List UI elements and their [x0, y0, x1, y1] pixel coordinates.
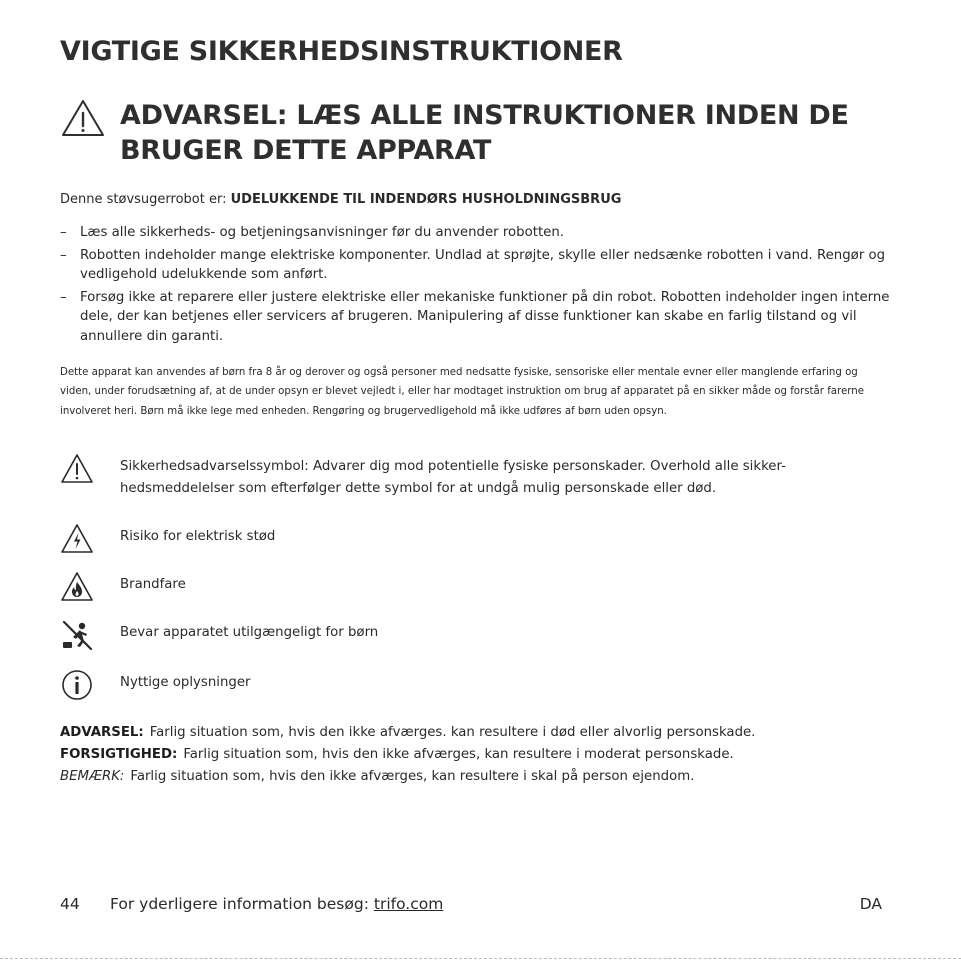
info-icon: [60, 668, 94, 702]
definition-note: [60, 766, 890, 788]
caution-label: FORSIGTIGHED:: [60, 747, 178, 762]
intro-emphasis: UDELUKKENDE TIL INDENDØRS HUSHOLDNINGSBRUG: [230, 192, 622, 207]
bullet-dash: –: [60, 247, 67, 263]
intro-line: [60, 192, 621, 207]
warning-label: ADVARSEL:: [60, 725, 144, 740]
signal-word-definitions: [60, 722, 890, 788]
bullet-dash: –: [60, 225, 67, 240]
bullet-text: Læs alle sikkerheds- og betjeningsanvisninger før du anvender robotten.: [80, 225, 565, 240]
children-usage-paragraph: Dette apparat kan anvendes af børn fra 8 år og derover og også personer med nedsatte fysiske, sensoriske eller mentale evner eller manglende erfaring og viden, under forudsætning af, at de under opsyn er blevet vejledt i, eller har modtaget instruktion om brug af apparatet på en sikker måde og forstår farerne involveret heri. Børn må ikke lege med enheden. Rengøring og brugervedligehold må ikke udføres af børn uden opsyn.: [60, 367, 864, 417]
definition-warning: [60, 722, 890, 744]
more-info-line: [110, 895, 443, 913]
keep-away-from-children-icon: [60, 618, 94, 652]
intro-prefix: Denne støvsugerrobot er:: [60, 192, 227, 207]
page-bottom-divider: [0, 958, 961, 959]
symbol-text: Nyttige oplysninger: [120, 675, 251, 690]
symbol-text: Bevar apparatet utilgængeligt for børn: [120, 625, 379, 640]
warning-triangle-icon: [60, 98, 106, 138]
warning-heading-text: ADVARSEL: LÆS ALLE INSTRUKTIONER INDEN DE BRUGER DETTE APPARAT: [120, 100, 849, 166]
safety-bullet-list: [60, 223, 890, 349]
more-info-prefix: For yderligere information besøg:: [110, 895, 369, 913]
note-label: BEMÆRK:: [60, 769, 125, 784]
website-link[interactable]: trifo.com: [373, 895, 444, 913]
page-title: VIGTIGE SIKKERHEDSINSTRUKTIONER: [60, 36, 623, 67]
language-code: DA: [859, 895, 882, 913]
list-item: [60, 288, 890, 347]
fire-hazard-icon: [60, 570, 94, 604]
page-number: 44: [60, 895, 80, 913]
symbol-text: Risiko for elektrisk stød: [120, 529, 276, 544]
bullet-text: Forsøg ikke at reparere eller justere elektriske eller mekaniske funktioner på din robot. Robotten indeholder ingen interne dele, der kan betjenes eller servicers af brugeren. Manipulering af disse funktioner kan skabe en farlig tilstand og vil annullere din garanti.: [80, 289, 890, 344]
note-definition-text: Farlig situation som, hvis den ikke afværges, kan resultere i skal på person ejendom.: [130, 769, 695, 784]
list-item: [60, 246, 890, 285]
warning-definition-text: Farlig situation som, hvis den ikke afværges. kan resultere i død eller alvorlig personskade.: [149, 725, 756, 740]
definition-caution: [60, 744, 890, 766]
bullet-text: Robotten indeholder mange elektriske komponenter. Undlad at sprøjte, skylle eller nedsænke robotten i vand. Rengør og vedligehold udelukkende som anført.: [80, 247, 886, 282]
symbol-text: Brandfare: [120, 577, 186, 592]
list-item: [60, 223, 890, 243]
warning-triangle-icon: [60, 452, 94, 486]
bullet-dash: –: [60, 289, 67, 305]
electric-shock-icon: [60, 522, 94, 556]
symbol-text: Sikkerhedsadvarselssymbol: Advarer dig mod potentielle fysiske personskader. Overhold alle sikker-hedsmeddelelser som efterfølger dette symbol for at undgå mulig personskade eller død.: [120, 459, 786, 496]
caution-definition-text: Farlig situation som, hvis den ikke afværges, kan resultere i moderat personskade.: [183, 747, 734, 762]
